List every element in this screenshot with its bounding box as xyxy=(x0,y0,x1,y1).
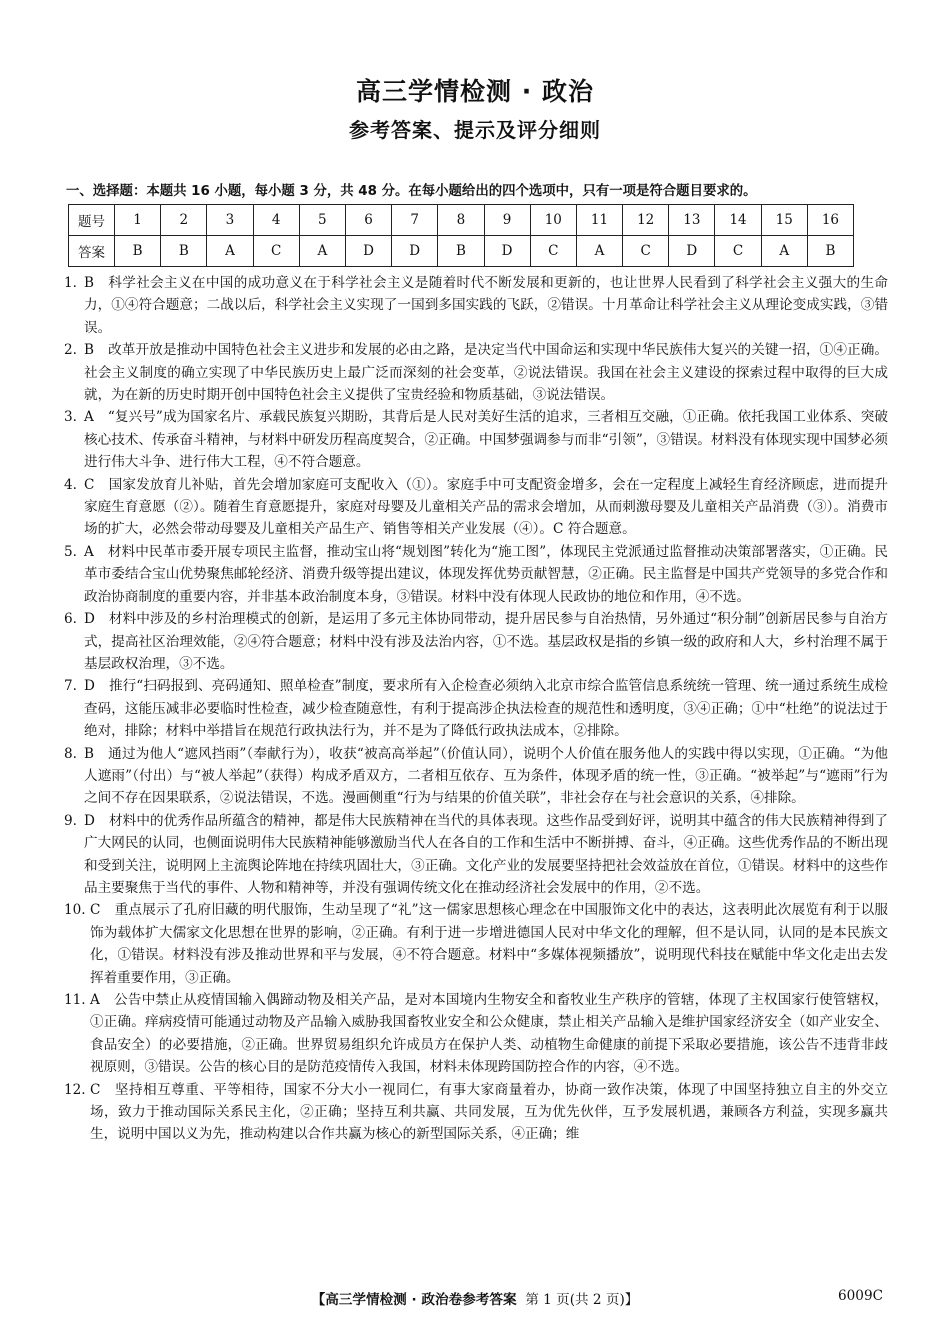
page-title: 高三学情检测 · 政治 xyxy=(356,77,594,106)
question-number: 12 xyxy=(623,205,669,236)
item-number: 5. xyxy=(64,543,77,560)
item-text: 通过为他人“遮风挡雨”（奉献行为），收获“被高高举起”（价值认同），说明个人价值在服务他人的实践中得以实现，①正确。“为他人遮雨”（付出）与“被人举起”（获得）构成矛盾双方，二者相互依存、互为条件，体现矛盾的统一性，③正确。“被举起”与“遮雨”行为之间不存在因果联系，②说法错误，不选。漫画侧重“行为与结果的价值关联”，非社会存在与社会意识的关系，④排除。 xyxy=(84,745,888,807)
question-number: 1 xyxy=(115,205,161,236)
item-number: 8. xyxy=(64,745,77,762)
item-answer: D xyxy=(84,678,95,695)
answer-cell: D xyxy=(484,236,530,267)
item-number: 4. xyxy=(64,476,77,493)
answer-cell: C xyxy=(623,236,669,267)
answer-table xyxy=(68,204,854,267)
answer-cell: A xyxy=(761,236,807,267)
item-number: 2. xyxy=(64,342,77,359)
explanation-item xyxy=(64,541,888,608)
item-answer: B xyxy=(84,342,94,359)
item-text: 国家发放育儿补贴，首先会增加家庭可支配收入（①）。家庭手中可支配资金增多，会在一定程度上减轻生育经济顾虑，进而提升家庭生育意愿（②）。随着生育意愿提升，家庭对母婴及儿童相关产品的需求会增加，从而刺激母婴及儿童相关产品消费（③）。消费市场的扩大，必然会带动母婴及儿童相关产品生产、销售等相关产业发展（④）。C 符合题意。 xyxy=(84,476,888,538)
explanation-item xyxy=(64,272,888,339)
item-number: 10. xyxy=(64,902,86,919)
explanation-item xyxy=(64,1079,888,1146)
item-answer: D xyxy=(84,812,95,829)
answer-cell: B xyxy=(438,236,484,267)
explanation-item xyxy=(64,406,888,473)
answer-cell: A xyxy=(299,236,345,267)
answer-cell: B xyxy=(161,236,207,267)
question-number: 6 xyxy=(345,205,391,236)
item-answer: A xyxy=(90,992,100,1008)
item-text: 材料中的优秀作品所蕴含的精神，都是伟大民族精神在当代的具体表现。这些作品受到好评，说明其中蕴含的伟大民族精神得到了广大网民的认同，也侧面说明伟大民族精神能够激励当代人在各自的工作和生活中不断拼搏、奋斗，④正确。这些优秀作品的不断出现和受到关注，说明网上主流舆论阵地在持续巩固壮大，③正确。文化产业的发展要坚持把社会效益放在首位，①错误。材料中的这些作品主要聚焦于当代的事件、人物和精神等，并没有强调传统文化在推动经济社会发展中的作用，②不选。 xyxy=(84,812,888,896)
item-text: 改革开放是推动中国特色社会主义进步和发展的必由之路，是决定当代中国命运和实现中华民族伟大复兴的关键一招，①④正确。社会主义制度的确立实现了中华民族历史上最广泛而深刻的社会变革，②说法错误。我国在社会主义建设的探索过程中取得的巨大成就，为在新的历史时期开创中国特色社会主义提供了宝贵经验和物质基础，③说法错误。 xyxy=(84,342,888,404)
answer-cell: D xyxy=(345,236,391,267)
item-answer: C xyxy=(90,902,101,919)
answer-table-answer-row xyxy=(69,236,854,267)
footer-page-number: 第 1 页(共 2 页)】 xyxy=(525,1292,639,1308)
item-number: 6. xyxy=(64,611,77,628)
answer-cell: D xyxy=(669,236,715,267)
item-answer: B xyxy=(84,275,94,291)
item-text: 推行“扫码报到、亮码通知、照单检查”制度，要求所有入企检查必须纳入北京市综合监管信息系统统一管理、统一通过系统生成检查码，这能压减非必要临时性检查，减少检查随意性，有利于提高涉企执法检查的规范性和透明度，③④正确；①中“杜绝”的说法过于绝对，排除；材料中举措旨在规范行政执法行为，并不是为了降低行政执法成本，②排除。 xyxy=(84,678,888,740)
answer-cell: A xyxy=(207,236,253,267)
section-heading: 一、选择题：本题共 16 小题，每小题 3 分，共 48 分。在每小题给出的四个选项中，只有一项是符合题目要求的。 xyxy=(66,184,757,199)
question-number: 8 xyxy=(438,205,484,236)
item-number: 9. xyxy=(64,812,77,829)
explanation-item xyxy=(64,339,888,406)
question-number: 11 xyxy=(576,205,622,236)
item-number: 1. xyxy=(64,275,77,291)
answer-cell: C xyxy=(530,236,576,267)
page-subtitle: 参考答案、提示及评分细则 xyxy=(349,118,601,142)
question-number: 3 xyxy=(207,205,253,236)
explanation-item xyxy=(64,474,888,541)
page-footer xyxy=(0,1288,950,1308)
question-number: 7 xyxy=(392,205,438,236)
item-number: 7. xyxy=(64,678,77,695)
answer-table-number-row xyxy=(69,205,854,236)
explanation-item xyxy=(64,989,888,1079)
document-code: 6009C xyxy=(838,1288,883,1304)
answer-cell: C xyxy=(715,236,761,267)
explanation-item xyxy=(64,810,888,900)
answer-cell: D xyxy=(392,236,438,267)
item-text: 科学社会主义在中国的成功意义在于科学社会主义是随着时代不断发展和更新的，也让世界人民看到了科学社会主义强大的生命力，①④符合题意；二战以后，科学社会主义实现了一国到多国实践的飞跃，②错误。十月革命让科学社会主义从理论变成实践，③错误。 xyxy=(84,275,888,336)
item-text: 公告中禁止从疫情国输入偶蹄动物及相关产品，是对本国境内生物安全和畜牧业生产秩序的管辖，体现了主权国家行使管辖权，①正确。痒病疫情可能通过动物及产品输入威胁我国畜牧业安全和公众健康，禁止相关产品输入是维护国家经济安全（如产业安全、食品安全）的必要措施，②正确。世界贸易组织允许成员方在保护人类、动植物生命健康的前提下采取必要措施，该公告不违背非歧视原则，③错误。公告的核心目的是防范疫情传入我国，材料未体现跨国防控合作的内容，④不选。 xyxy=(90,992,888,1076)
item-answer: B xyxy=(84,745,94,762)
item-number: 3. xyxy=(64,409,77,426)
answer-cell: B xyxy=(115,236,161,267)
question-number: 15 xyxy=(761,205,807,236)
table-row-label: 答案 xyxy=(69,236,115,267)
explanation-list xyxy=(64,272,888,1146)
answer-cell: A xyxy=(576,236,622,267)
item-text: “复兴号”成为国家名片、承载民族复兴期盼，其背后是人民对美好生活的追求，三者相互交融，①正确。依托我国工业体系、突破核心技术、传承奋斗精神，与材料中研发历程高度契合，②正确。中国梦强调参与而非“引领”，③错误。材料没有体现实现中国梦必须进行伟大斗争、进行伟大工程，④不符合题意。 xyxy=(84,409,888,471)
question-number: 10 xyxy=(530,205,576,236)
item-answer: A xyxy=(84,543,94,560)
item-number: 12. xyxy=(64,1081,86,1098)
table-row-label: 题号 xyxy=(69,205,115,236)
item-text: 材料中涉及的乡村治理模式的创新，是运用了多元主体协同带动，提升居民参与自治热情，另外通过“积分制”创新居民参与自治方式，提高社区治理效能，②④符合题意；材料中没有涉及法治内容，①不选。基层政权是指的乡镇一级的政府和人大，乡村治理不属于基层政权治理，③不选。 xyxy=(84,611,888,672)
question-number: 5 xyxy=(299,205,345,236)
explanation-item xyxy=(64,899,888,989)
item-answer: C xyxy=(84,476,95,493)
question-number: 13 xyxy=(669,205,715,236)
question-number: 16 xyxy=(807,205,853,236)
item-answer: D xyxy=(84,611,95,628)
question-number: 9 xyxy=(484,205,530,236)
item-text: 重点展示了孔府旧藏的明代服饰，生动呈现了“礼”这一儒家思想核心理念在中国服饰文化中的表达，这表明此次展览有利于以服饰为载体扩大儒家文化思想在世界的影响，②正确。有利于进一步增进德国人民对中华文化的理解，但不是认同，认同的是本民族文化，①错误。材料没有涉及推动世界和平与发展，④不符合题意。材料中“多媒体视频播放”，说明现代科技在赋能中华文化走出去发挥着重要作用，③正确。 xyxy=(90,902,888,986)
question-number: 4 xyxy=(253,205,299,236)
item-text: 材料中民革市委开展专项民主监督，推动宝山将“规划图”转化为“施工图”，体现民主党派通过监督推动决策部署落实，①正确。民革市委结合宝山优势聚焦邮轮经济、消费升级等提出建议，体现发挥优势贡献智慧，②正确。民主监督是中国共产党领导的多党合作和政治协商制度的重要内容，并非基本政治制度本身，③错误。材料中没有体现人民政协的地位和作用，④不选。 xyxy=(84,543,888,605)
item-number: 11. xyxy=(64,992,86,1008)
explanation-item xyxy=(64,608,888,675)
answer-cell: B xyxy=(807,236,853,267)
question-number: 2 xyxy=(161,205,207,236)
item-answer: C xyxy=(90,1081,101,1098)
item-text: 坚持相互尊重、平等相待，国家不分大小一视同仁，有事大家商量着办，协商一致作决策，体现了中国坚持独立自主的外交立场，致力于推动国际关系民主化，②正确；坚持互利共赢、共同发展，互为优先伙伴，互予发展机遇，兼顾各方利益，实现多赢共生，说明中国以义为先，推动构建以合作共赢为核心的新型国际关系，④正确；维 xyxy=(90,1081,888,1143)
explanation-item xyxy=(64,675,888,742)
item-answer: A xyxy=(84,409,94,426)
question-number: 14 xyxy=(715,205,761,236)
answer-cell: C xyxy=(253,236,299,267)
footer-label: 【高三学情检测 · 政治卷参考答案 xyxy=(311,1292,517,1308)
explanation-item xyxy=(64,743,888,810)
